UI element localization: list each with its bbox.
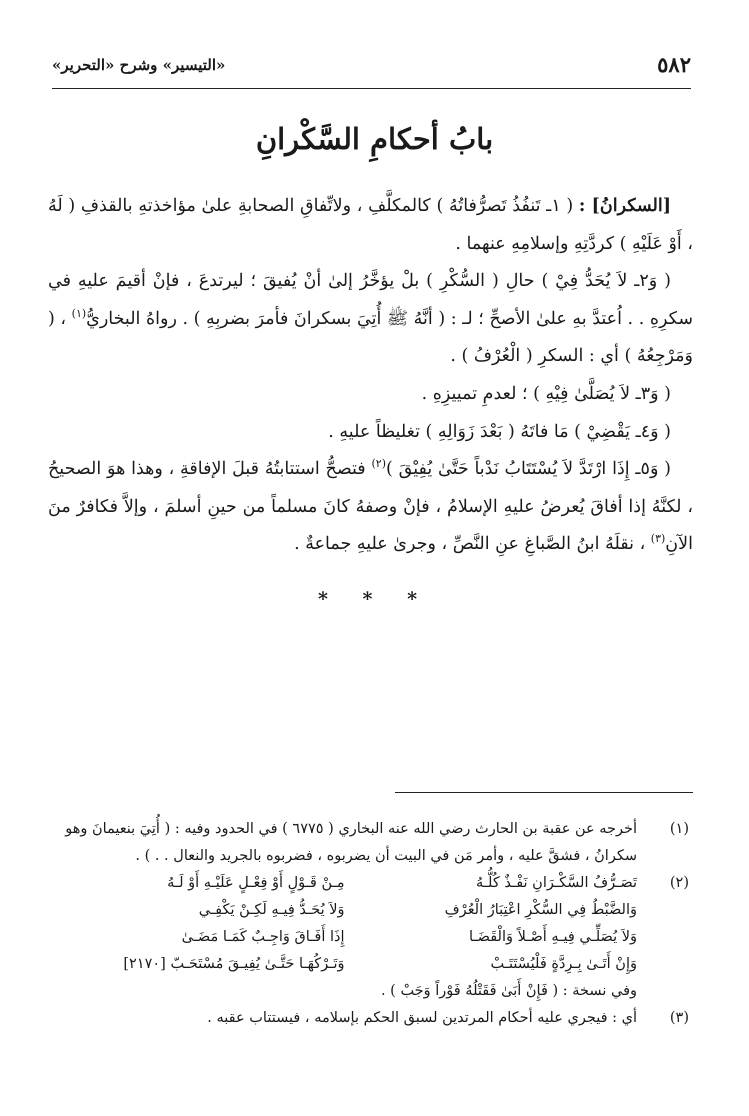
verse-hemistich: إِذَا أَفَـاقَ وَاجِـبٌ كَمَـا مَضَـىٰ [181, 929, 345, 945]
paragraph [48, 188, 693, 263]
paragraph-text: ( وَ٢ـ لاَ يُحَدُّ فِيْ ) حالِ ( السُّكْرِ ) بلْ يؤخَّرُ إلىٰ أنْ يُفيقَ ؛ ليرتدعَ ، فإنْ أقيمَ عليهِ في سكرِهِ . . اُعتدَّ بهِ علىٰ الأصحِّ ؛ لـ : ( أنَّهُ ﷺ أُتِيَ بسكرانَ فأمرَ بضربِهِ ) . رواهُ البخاريُّ [48, 271, 693, 329]
verse-hemistich: وَالضَّبْطُ فِي السُّكْرِ اعْتِبَارُ الْعُرْفِ [444, 902, 637, 918]
paragraph-text: ( ١ـ تَنفُذُ تَصرُّفاتُهُ ) كالمكلَّفِ ، ولاتِّفاقِ الصحابةِ علىٰ مؤاخذتهِ بالقذفِ ( لَهُ ، أَوْ عَلَيْهِ ) كردَّتِهِ وإسلامِهِ عنهما . [48, 196, 693, 254]
verse-hemistich: مِـنْ قَـوْلٍ أَوْ فِعْـلٍ عَلَيْـهِ أَوْ لَـهُ [167, 875, 345, 891]
verse-hemistich: وَإِنْ أَتَـىٰ بِـرِدَّةٍ فَلْيُسْتَتَـبْ [490, 956, 637, 972]
footnote-note: وفي نسخة : ( فَإِنْ أَبَىٰ فَقَتْلُهُ فَوْراً وَجَبْ ) . [380, 983, 637, 999]
verse-line [52, 870, 637, 897]
footnote-ref: (٢) [371, 457, 386, 471]
chapter-title: بابُ أحكامِ السَّكْرانِ [255, 122, 494, 156]
footnotes [52, 816, 693, 1032]
paragraph-text: ( وَ٥ـ إِذَا ارْتَدَّ لاَ يُسْتَتَابُ نَدْباً حَتَّىٰ يُفِيْقَ ) [385, 459, 672, 480]
verse-line [52, 897, 637, 924]
paragraph-text: فتصحُّ استتابتُهُ قبلَ الإفاقةِ ، وهذا هوَ الصحيحُ ، لكنَّهُ إذا أفاقَ يُعرضُ عليهِ الإسلامُ ، فإنْ وصفهُ كانَ مسلماً من حينِ أسلمَ ، وإلاَّ فكافرٌ منَ الآنِ [48, 459, 693, 555]
running-header [52, 50, 691, 86]
verse-hemistich: وَلاَ يُصَلِّـي فِيـهِ أَصْـلاً وَالْقَضَـا [468, 929, 637, 945]
footnote [52, 816, 693, 870]
footnote-text: أي : فيجري عليه أحكام المرتدين لسبق الحكم بإسلامه ، فيستتاب عقبه . [207, 1010, 637, 1026]
section-separator: * * * [317, 588, 432, 610]
paragraph-text: ، نقلَهُ ابنُ الصَّباغِ عنِ النَّصِّ ، وجرىٰ عليهِ جماعةٌ . [294, 534, 651, 555]
paragraph [48, 451, 693, 564]
verse-hemistich: تَصَـرُّفُ السَّكْـرَانِ نَفْـذٌ كُلُّـهُ [476, 875, 637, 891]
header-rule [52, 88, 691, 89]
verse-table [52, 870, 637, 978]
verse-line [52, 951, 637, 978]
paragraph-text: ( وَ٤ـ يَقْضِيْ ) مَا فاتَهُ ( بَعْدَ زَوَالِهِ ) تغليظاً عليهِ . [328, 421, 671, 442]
verse-hemistich: وَتَـرْكُهَـا حَتَّـىٰ يُفِيـقَ مُسْتَحَـبّ [٢١٧٠] [123, 956, 345, 972]
footnote-number: (٢) [669, 875, 689, 891]
footnote-number: (١) [669, 821, 689, 837]
paragraph [48, 376, 693, 414]
footnote [52, 1005, 693, 1032]
paragraph-text: ، ( وَمَرْجِعُهُ ) أي : السكرِ ( الْعُرْفُ ) . [48, 308, 693, 367]
paragraph [48, 414, 693, 452]
footnote-ref: (٣) [650, 532, 666, 546]
footnote-text: أخرجه عن عقبة بن الحارث رضي الله عنه البخاري ( ٦٧٧٥ ) في الحدود وفيه : ( أُتِيَ بنعيمانَ وهو سكرانُ ، فشقَّ عليه ، وأمر مَن في البيت أن يضربوه ، فضربوه بالجريد والنعال . . ) . [65, 821, 637, 864]
footnote-rule [395, 792, 693, 793]
page-number: ٥٨٢ [657, 52, 691, 77]
paragraph [48, 263, 693, 376]
running-title: «التيسير» وشرح «التحرير» [52, 56, 226, 74]
main-text [48, 188, 693, 564]
verse-hemistich: وَلاَ يُحَـدُّ فِيـهِ لَكِـنْ يَكْفِـي [198, 902, 345, 918]
footnote-number: (٣) [669, 1010, 689, 1026]
footnote-ref: (١) [71, 306, 87, 320]
verse-line [52, 924, 637, 951]
paragraph-text: ( وَ٣ـ لاَ يُصَلَّىٰ فِيْهِ ) ؛ لعدمِ تمييزِهِ . [421, 383, 671, 404]
footnote [52, 870, 693, 1005]
paragraph-lead: [السكرانُ] : [578, 196, 671, 216]
